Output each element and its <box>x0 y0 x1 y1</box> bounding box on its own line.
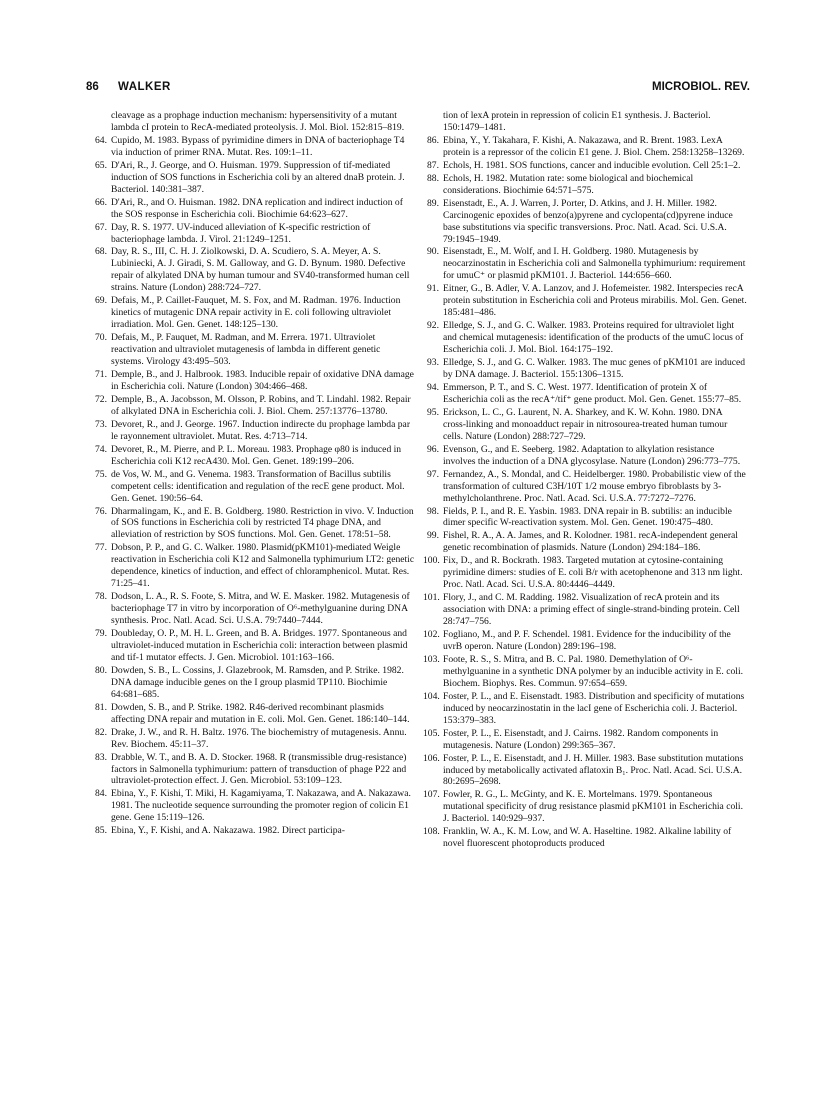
reference-entry <box>423 135 747 159</box>
reference-text: D'Ari, R., and O. Huisman. 1982. DNA replication and indirect induction of the SOS response in Escherichia coli. Biochimie 64:623–627. <box>111 196 403 220</box>
reference-number: 79. <box>95 628 107 640</box>
reference-entry <box>423 728 747 752</box>
reference-entry <box>423 246 747 282</box>
reference-number: 65. <box>95 159 107 171</box>
reference-number: 106. <box>423 752 440 764</box>
reference-text: Erickson, L. C., G. Laurent, N. A. Sharkey, and K. W. Kohn. 1980. DNA cross-linking and monoadduct repair in nitrosourea-treated human tumour cells. Nature (London) 288:727–729. <box>443 406 728 442</box>
reference-number: 98. <box>427 505 439 517</box>
reference-text: Franklin, W. A., K. M. Low, and W. A. Haseltine. 1982. Alkaline lability of novel fluorescent photoproducts produced <box>443 826 732 850</box>
reference-number: 83. <box>95 751 107 763</box>
reference-text: Demple, B., and J. Halbrook. 1983. Inducible repair of oxidative DNA damage in Escherichia coli. Nature (London) 304:466–468. <box>111 369 414 392</box>
reference-number: 99. <box>427 530 439 542</box>
reference-number: 92. <box>427 320 439 332</box>
reference-entry <box>91 628 415 664</box>
reference-text: Fogliano, M., and P. F. Schendel. 1981. Evidence for the inducibility of the uvrB operon. Nature (London) 289:196–198. <box>443 629 731 652</box>
reference-text: Dharmalingam, K., and E. B. Goldberg. 1980. Restriction in vivo. V. Induction of SOS functions in Escherichia coli by restricted T4 phage DNA, and alleviation of restriction by SOS functions. Mol. Gen. Genet. 178:51–58. <box>111 505 414 541</box>
reference-entry <box>91 752 415 788</box>
reference-entry <box>91 788 415 824</box>
reference-text: Eisenstadt, E., M. Wolf, and I. H. Goldberg. 1980. Mutagenesis by neocarzinostatin in Escherichia coli and Salmonella typhimurium: requirement for umuC⁺ or plasmid pKM101. J. Bacteriol. 144:656–660. <box>443 246 746 282</box>
reference-text: Elledge, S. J., and G. C. Walker. 1983. Proteins required for ultraviolet light and chemical mutagenesis: identification of the products of the umuC locus of Escherichia coli. J. Mol. Biol. 164:175–192. <box>443 320 744 356</box>
reference-number: 74. <box>95 443 107 455</box>
reference-entry <box>423 283 747 319</box>
left-column-references <box>91 110 415 838</box>
reference-number: 71. <box>95 369 107 381</box>
reference-number: 87. <box>427 159 439 171</box>
reference-text: Fishel, R. A., A. A. James, and R. Kolodner. 1981. recA-independent general genetic recombination of plasmids. Nature (London) 294:184–186. <box>443 530 738 554</box>
reference-number: 94. <box>427 381 439 393</box>
reference-entry <box>91 197 415 221</box>
reference-text: Cupido, M. 1983. Bypass of pyrimidine dimers in DNA of bacteriophage T4 via induction of primer RNA. Mutat. Res. 109:1–11. <box>111 134 405 158</box>
reference-text: Devoret, R., and J. George. 1967. Induction indirecte du prophage lambda par le rayonnement ultraviolet. Mutat. Res. 4:713–714. <box>111 418 411 442</box>
reference-number: 86. <box>427 134 439 146</box>
reference-number: 108. <box>423 826 440 838</box>
reference-number: 82. <box>95 726 107 738</box>
reference-number: 64. <box>95 134 107 146</box>
reference-number: 84. <box>95 788 107 800</box>
reference-number: 76. <box>95 505 107 517</box>
reference-entry <box>423 629 747 653</box>
running-author: WALKER <box>118 81 171 93</box>
reference-entry <box>91 825 415 837</box>
reference-entry <box>423 320 747 356</box>
reference-text: Evenson, G., and E. Seeberg. 1982. Adaptation to alkylation resistance involves the induction of a DNA glycosylase. Nature (London) 296:773–775. <box>443 443 741 467</box>
reference-entry <box>423 357 747 381</box>
reference-number: 103. <box>423 653 440 665</box>
reference-number: 97. <box>427 468 439 480</box>
reference-number: 77. <box>95 542 107 554</box>
reference-number: 70. <box>95 332 107 344</box>
reference-number: 100. <box>423 555 440 567</box>
reference-entry <box>423 407 747 443</box>
reference-text: Ebina, Y., F. Kishi, and A. Nakazawa. 1982. Direct participa- <box>111 825 345 837</box>
reference-number: 88. <box>427 172 439 184</box>
reference-text: Dowden, S. B., and P. Strike. 1982. R46-derived recombinant plasmids affecting DNA repair and mutation in E. coli. Mol. Gen. Genet. 186:140–144. <box>111 701 410 725</box>
reference-number: 107. <box>423 789 440 801</box>
reference-number: 81. <box>95 701 107 713</box>
reference-number: 104. <box>423 690 440 702</box>
right-column-references <box>423 110 747 851</box>
reference-text: Eisenstadt, E., A. J. Warren, J. Porter, D. Atkins, and J. H. Miller. 1982. Carcinogenic epoxides of benzo(a)pyrene and cyclopenta(cd)pyrene induce base substitutions via specific transversions. Proc. Natl. Acad. Sci. U.S.A. 79:1945–1949. <box>443 197 733 245</box>
reference-entry <box>423 173 747 197</box>
reference-number: 68. <box>95 246 107 258</box>
reference-entry <box>91 727 415 751</box>
reference-text: Eitner, G., B. Adler, V. A. Lanzov, and J. Hofemeister. 1982. Interspecies recA protein substitution in Escherichia coli and Proteus mirabilis. Mol. Gen. Genet. 185:481–486. <box>443 283 747 319</box>
reference-text: Flory, J., and C. M. Radding. 1982. Visualization of recA protein and its association with DNA: a priming effect of single-strand-binding protein. Cell 28:747–756. <box>443 592 740 628</box>
reference-text: Devoret, R., M. Pierre, and P. L. Moreau. 1983. Prophage φ80 is induced in Escherichia coli K12 recA430. Mol. Gen. Genet. 189:199–206. <box>111 443 402 467</box>
reference-text: Drabble, W. T., and B. A. D. Stocker. 1968. R (transmissible drug-resistance) factors in Salmonella typhimurium: pattern of transduction of phage P22 and ultraviolet-protection effect. J. Gen. Microbiol. 53:109–123. <box>111 751 407 787</box>
reference-entry <box>91 506 415 542</box>
reference-number: 73. <box>95 418 107 430</box>
reference-entry <box>91 665 415 701</box>
reference-entry <box>423 691 747 727</box>
reference-number: 66. <box>95 196 107 208</box>
reference-text: Dobson, P. P., and G. C. Walker. 1980. Plasmid(pKM101)-mediated Weigle reactivation in Escherichia coli K12 and Salmonella typhimurium LT2: genetic dependence, kinetics of induction, and effect of chloramphenicol. Mutat. Res. 71:25–41. <box>111 542 415 590</box>
reference-text: Foster, P. L., and E. Eisenstadt. 1983. Distribution and specificity of mutations induced by neocarzinostatin in the lacI gene of Escherichia coli. J. Bacteriol. 153:379–383. <box>443 690 745 726</box>
reference-entry <box>91 332 415 368</box>
reference-text: Echols, H. 1982. Mutation rate: some biological and biochemical considerations. Biochimie 64:571–575. <box>443 172 694 196</box>
reference-text: Day, R. S., III, C. H. J. Ziolkowski, D. A. Scudiero, S. A. Meyer, A. S. Lubiniecki, A. J. Giradi, S. M. Galloway, and G. D. Bynum. 1980. Defective repair of alkylated DNA by human tumour and SV40-transformed human cell strains. Nature (London) 288:724–727. <box>111 246 410 294</box>
reference-entry <box>91 246 415 294</box>
reference-entry <box>423 469 747 505</box>
reference-entry <box>423 592 747 628</box>
reference-text: Demple, B., A. Jacobsson, M. Olsson, P. Robins, and T. Lindahl. 1982. Repair of alkylated DNA in Escherichia coli. J. Biol. Chem. 257:13776–13780. <box>111 393 411 417</box>
reference-entry <box>91 542 415 590</box>
reference-number: 102. <box>423 629 440 641</box>
reference-number: 95. <box>427 406 439 418</box>
reference-text: Fernandez, A., S. Mondal, and C. Heidelberger. 1980. Probabilistic view of the transformation of cultured C3H/10T 1/2 mouse embryo fibroblasts by 3-methylcholanthrene. Proc. Natl. Acad. Sci. U.S.A. 77:7272–7276. <box>443 468 746 504</box>
reference-entry <box>423 530 747 554</box>
reference-entry <box>91 469 415 505</box>
reference-entry <box>423 654 747 690</box>
reference-text: Drake, J. W., and R. H. Baltz. 1976. The biochemistry of mutagenesis. Annu. Rev. Biochem. 45:11–37. <box>111 726 407 750</box>
reference-entry <box>423 826 747 850</box>
reference-text: Defais, M., P. Fauquet, M. Radman, and M. Errera. 1971. Ultraviolet reactivation and ultraviolet mutagenesis of lambda in different genetic systems. Virology 43:495–503. <box>111 332 381 368</box>
reference-text: tion of lexA protein in repression of colicin E1 synthesis. J. Bacteriol. 150:1479–1481. <box>443 110 711 133</box>
reference-number: 80. <box>95 664 107 676</box>
reference-text: Foster, P. L., E. Eisenstadt, and J. Cairns. 1982. Random components in mutagenesis. Nature (London) 299:365–367. <box>443 727 719 751</box>
reference-number: 85. <box>95 825 107 837</box>
reference-entry <box>91 394 415 418</box>
reference-number: 105. <box>423 727 440 739</box>
reference-text: Dodson, L. A., R. S. Foote, S. Mitra, and W. E. Masker. 1982. Mutagenesis of bacteriophage T7 in vitro by incorporation of O⁶-methylguanine during DNA synthesis. Proc. Natl. Acad. Sci. U.S.A. 79:7440–7444. <box>111 591 410 627</box>
reference-number: 89. <box>427 197 439 209</box>
reference-text: Day, R. S. 1977. UV-induced alleviation of K-specific restriction of bacteriophage lambda. J. Virol. 21:1249–1251. <box>111 221 371 245</box>
reference-number: 69. <box>95 295 107 307</box>
reference-text: Elledge, S. J., and G. C. Walker. 1983. The muc genes of pKM101 are induced by DNA damage. J. Bacteriol. 155:1306–1315. <box>443 357 746 381</box>
reference-number: 93. <box>427 357 439 369</box>
reference-number: 91. <box>427 283 439 295</box>
reference-entry <box>423 198 747 246</box>
reference-number: 90. <box>427 246 439 258</box>
reference-entry <box>423 160 747 172</box>
reference-entry <box>91 702 415 726</box>
reference-entry <box>423 506 747 530</box>
journal-name: MICROBIOL. REV. <box>652 81 750 93</box>
reference-number: 101. <box>423 592 440 604</box>
reference-text: Ebina, Y., F. Kishi, T. Miki, H. Kagamiyama, T. Nakazawa, and A. Nakazawa. 1981. The nucleotide sequence surrounding the promoter region of colicin E1 gene. Gene 15:119–126. <box>111 788 411 824</box>
reference-entry <box>91 591 415 627</box>
reference-entry <box>423 789 747 825</box>
reference-entry <box>423 555 747 591</box>
reference-number: 75. <box>95 468 107 480</box>
reference-entry <box>91 444 415 468</box>
reference-entry <box>91 419 415 443</box>
running-header <box>86 81 750 97</box>
reference-number: 96. <box>427 443 439 455</box>
reference-text: Dowden, S. B., L. Cossins, J. Glazebrook, M. Ramsden, and P. Strike. 1982. DNA damage inducible genes on the I group plasmid TP110. Biochimie 64:681–685. <box>111 664 404 700</box>
reference-text: Foote, R. S., S. Mitra, and B. C. Pal. 1980. Demethylation of O⁶-methylguanine in a synthetic DNA polymer by an inducible activity in E. coli. Biochem. Biophys. Res. Commun. 97:654–659. <box>443 653 744 689</box>
reference-text: Doubleday, O. P., M. H. L. Green, and B. A. Bridges. 1977. Spontaneous and ultraviolet-induced mutation in Escherichia coli: interaction between plasmid and tif-1 mutator effects. J. Gen. Microbiol. 101:163–166. <box>111 628 408 663</box>
reference-number: 72. <box>95 393 107 405</box>
reference-entry <box>91 110 415 134</box>
reference-entry <box>91 135 415 159</box>
reference-number: 67. <box>95 221 107 233</box>
reference-text: Foster, P. L., E. Eisenstadt, and J. H. Miller. 1983. Base substitution mutations induced by metabolically activated aflatoxin B₁. Proc. Natl. Acad. Sci. U.S.A. 80:2695–2698. <box>443 752 744 788</box>
reference-entry <box>423 753 747 789</box>
reference-text: de Vos, W. M., and G. Venema. 1983. Transformation of Bacillus subtilis competent cells: identification and regulation of the recE gene product. Mol. Gen. Genet. 190:56–64. <box>111 468 405 504</box>
reference-text: cleavage as a prophage induction mechanism: hypersensitivity of a mutant lambda cI protein to RecA-mediated proteolysis. J. Mol. Biol. 152:815–819. <box>111 110 405 133</box>
reference-text: Defais, M., P. Caillet-Fauquet, M. S. Fox, and M. Radman. 1976. Induction kinetics of mutagenic DNA repair activity in E. coli following ultraviolet irradiation. Mol. Gen. Genet. 148:125–130. <box>111 295 401 331</box>
reference-text: Fields, P. I., and R. E. Yasbin. 1983. DNA repair in B. subtilis: an inducible dimer specific W-reactivation system. Mol. Gen. Genet. 190:475–480. <box>443 505 732 529</box>
reference-entry <box>91 222 415 246</box>
reference-entry <box>91 160 415 196</box>
reference-entry <box>91 369 415 393</box>
reference-text: Echols, H. 1981. SOS functions, cancer and inducible evolution. Cell 25:1–2. <box>443 159 741 171</box>
reference-entry <box>423 110 747 134</box>
reference-text: D'Ari, R., J. George, and O. Huisman. 1979. Suppression of tif-mediated induction of SOS functions in Escherichia coli by an altered dnaB protein. J. Bacteriol. 140:381–387. <box>111 159 405 195</box>
reference-text: Ebina, Y., Y. Takahara, F. Kishi, A. Nakazawa, and R. Brent. 1983. LexA protein is a repressor of the colicin E1 gene. J. Biol. Chem. 258:13258–13269. <box>443 134 745 158</box>
reference-entry <box>423 444 747 468</box>
page-number: 86 <box>86 81 99 93</box>
reference-entry <box>423 382 747 406</box>
reference-number: 78. <box>95 591 107 603</box>
reference-text: Fowler, R. G., L. McGinty, and K. E. Mortelmans. 1979. Spontaneous mutational specificity of drug resistance plasmid pKM101 in Escherichia coli. J. Bacteriol. 140:929–937. <box>443 789 743 825</box>
reference-text: Emmerson, P. T., and S. C. West. 1977. Identification of protein X of Escherichia coli as the recA⁺/tif⁺ gene product. Mol. Gen. Genet. 155:77–85. <box>443 381 742 405</box>
reference-text: Fix, D., and R. Bockrath. 1983. Targeted mutation at cytosine-containing pyrimidine dimers: studies of E. coli B/r with acetophenone and 313 nm light. Proc. Natl. Acad. Sci. U.S.A. 80:4446–4449. <box>443 555 743 591</box>
reference-entry <box>91 295 415 331</box>
